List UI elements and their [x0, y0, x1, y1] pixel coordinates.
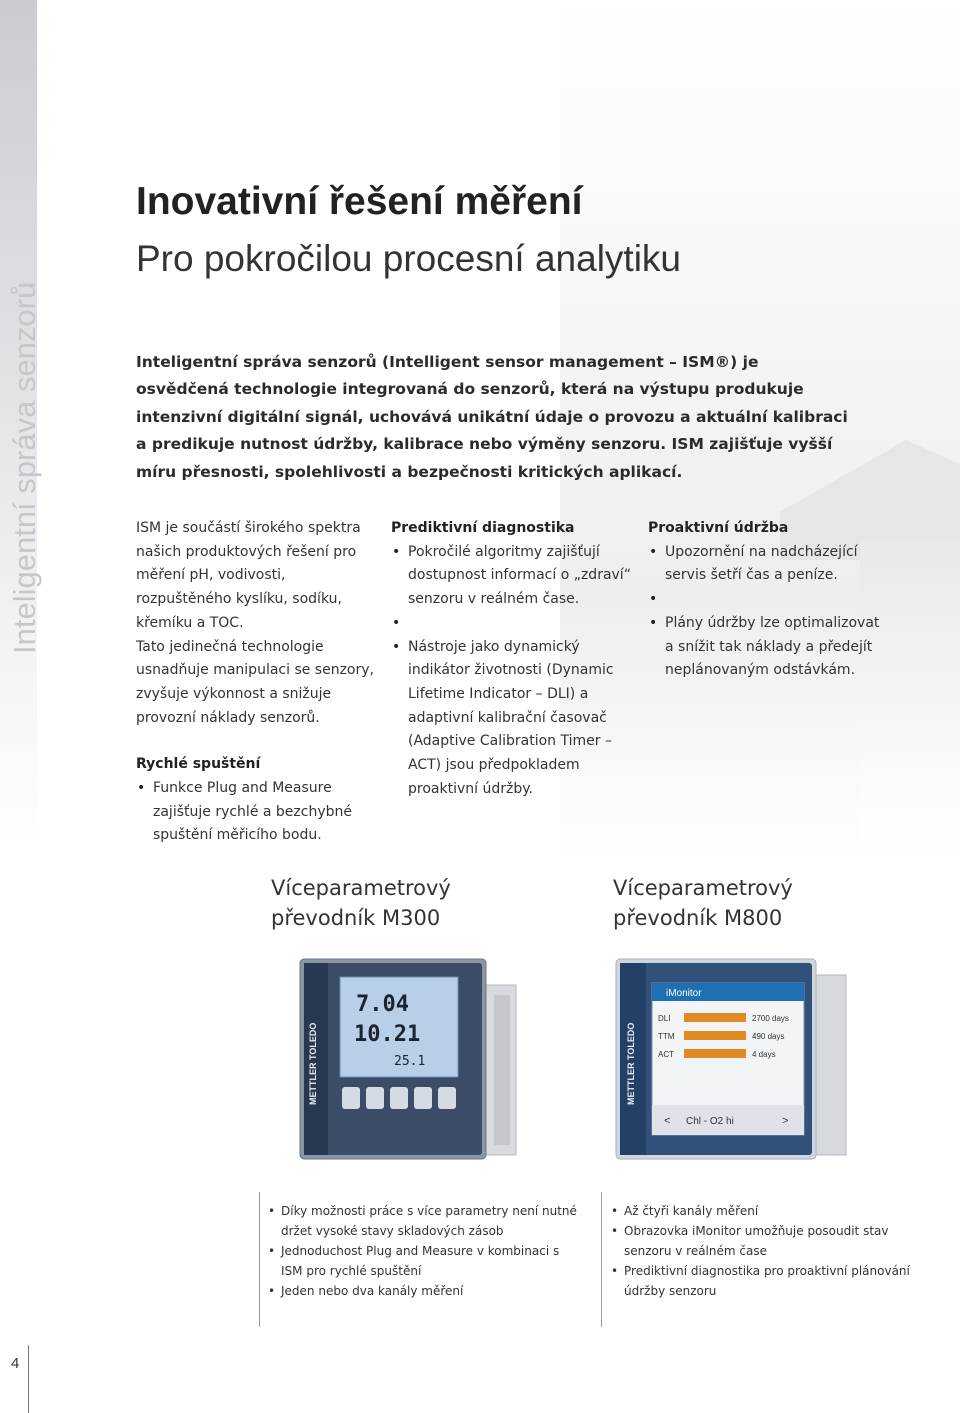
- m300-transmitter-image: [296, 955, 526, 1165]
- divider: [601, 1192, 602, 1327]
- quick-start-heading: Rychlé spuštění: [136, 756, 261, 773]
- list-item: • Pokročilé algoritmy zajišťují dostupnost informací o „zdraví“ senzoru v reálném čase.: [391, 541, 641, 612]
- column-proactive: [648, 517, 888, 683]
- proactive-list: [648, 541, 888, 683]
- predictive-heading: Prediktivní diagnostika: [391, 520, 575, 536]
- ism-paragraph-2: Tato jedinečná technologie usnadňuje manipulaci se senzory, zvyšuje výkonnost a snižuje provozní náklady senzorů.: [136, 638, 374, 726]
- m300-brand-label: METTLER TOLEDO: [308, 1022, 318, 1105]
- product-title-m800: Víceparametrový převodník M800: [613, 876, 793, 930]
- m300-screen-value-2: 10.21: [354, 1022, 421, 1047]
- side-title-text: Inteligentní správa senzorů: [7, 281, 42, 654]
- m800-row-value: 490 days: [752, 1032, 785, 1041]
- m300-screen-value-1: 7.04: [356, 992, 409, 1017]
- list-item: • Nástroje jako dynamický indikátor životnosti (Dynamic Lifetime Indicator – DLI) a adaptivní kalibrační časovač (Adaptive Calibration Timer – ACT) jsou předpokladem proaktivní údržby.: [391, 636, 641, 802]
- m800-row-label: ACT: [658, 1050, 674, 1059]
- page-title: Inovativní řešení měření: [136, 180, 583, 223]
- list-item: • Upozornění na nadcházející servis šetří čas a peníze.: [648, 541, 888, 588]
- m300-features: [268, 1201, 578, 1301]
- ism-paragraph-1: ISM je součástí širokého spektra našich produktových řešení pro měření pH, vodivosti, rozpuštěného kyslíku, sodíku, křemíku a TOC.: [136, 520, 361, 631]
- m300-screen-value-3: 25.1: [394, 1054, 426, 1069]
- m300-keypad[interactable]: [342, 1087, 456, 1109]
- m800-row-label: TTM: [658, 1032, 675, 1041]
- quick-start-list: [136, 777, 376, 848]
- list-item: • Až čtyři kanály měření: [611, 1201, 921, 1221]
- predictive-list: [391, 541, 641, 802]
- page-number-divider: [28, 1345, 29, 1413]
- m800-nav-next-icon[interactable]: >: [782, 1115, 789, 1127]
- page-number: 4: [11, 1355, 20, 1372]
- side-band: [0, 0, 37, 1413]
- list-item: • Díky možnosti práce s více parametry není nutné držet vysoké stavy skladových zásob: [268, 1201, 578, 1241]
- intro-paragraph: Inteligentní správa senzorů (Intelligent sensor management – ISM®) je osvědčená technologie integrovaná do senzorů, která na výstupu produkuje intenzivní digitální signál, uchovává unikátní údaje o provozu a aktuální kalibraci a predikuje nutnost údržby, kalibrace nebo výměny senzoru. ISM zajišťuje vyšší míru přesnosti, spolehlivosti a bezpečnosti kritických aplikací.: [136, 353, 848, 481]
- product-title-m300: Víceparametrový převodník M300: [271, 876, 451, 930]
- list-item: • Obrazovka iMonitor umožňuje posoudit stav senzoru v reálném čase: [611, 1221, 921, 1261]
- m800-features: [611, 1201, 921, 1301]
- m800-nav-label: Chl - O2 hi: [686, 1116, 734, 1127]
- list-item: • Funkce Plug and Measure zajišťuje rychlé a bezchybné spuštění měřicího bodu.: [136, 777, 376, 848]
- m800-row-value: 2700 days: [752, 1014, 789, 1023]
- m800-transmitter-image: [612, 955, 852, 1165]
- list-item: • Plány údržby lze optimalizovat a snížit tak náklady a předejít neplánovaným odstávkám.: [648, 612, 888, 683]
- m800-nav-prev-icon[interactable]: <: [664, 1115, 671, 1127]
- list-item: • Jeden nebo dva kanály měření: [268, 1281, 578, 1301]
- list-item: • Jednoduchost Plug and Measure v kombinaci s ISM pro rychlé spuštění: [268, 1241, 578, 1281]
- m800-screen-header: iMonitor: [666, 988, 702, 999]
- m800-row-label: DLI: [658, 1014, 671, 1023]
- column-ism: [136, 517, 376, 848]
- divider: [259, 1192, 260, 1327]
- m800-brand-label: METTLER TOLEDO: [626, 1022, 636, 1105]
- m800-row-value: 4 days: [752, 1050, 776, 1059]
- column-predictive: [391, 517, 641, 801]
- proactive-heading: Proaktivní údržba: [648, 520, 789, 536]
- list-item: • Prediktivní diagnostika pro proaktivní plánování údržby senzoru: [611, 1261, 921, 1301]
- page-subtitle: Pro pokročilou procesní analytiku: [136, 238, 682, 279]
